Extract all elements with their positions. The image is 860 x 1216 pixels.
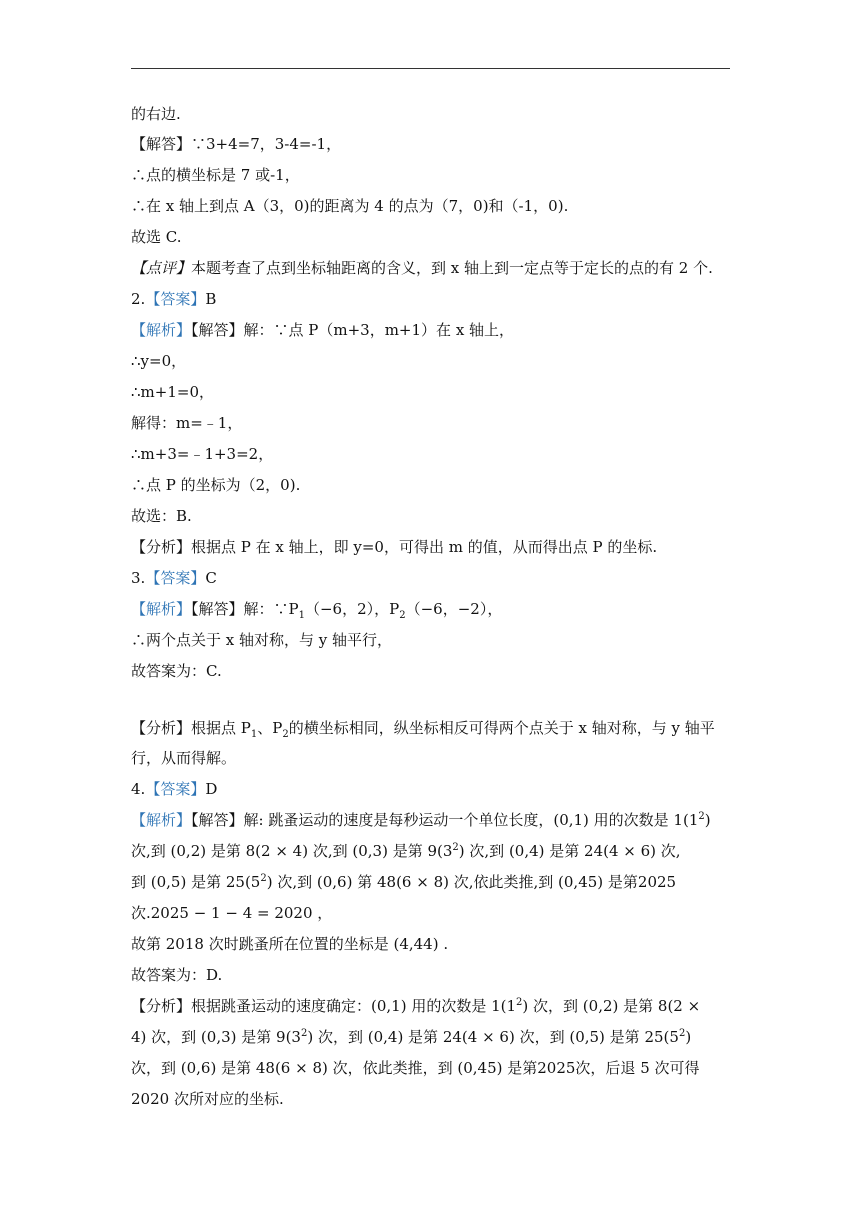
text-line: 次，到 (0,6) 是第 48(6 × 8) 次，依此类推，到 (0,45) 是第2025次，后退 5 次可得 — [131, 1059, 700, 1077]
text-line: 【分析】根据点 P 在 x 轴上，即 y=0，可得出 m 的值，从而得出点 P 的坐标. — [131, 538, 658, 556]
text-line: ∴两个点关于 x 轴对称，与 y 轴平行， — [131, 631, 393, 649]
text-line: 故答案为：C. — [131, 662, 222, 680]
text-line: 2020 次所对应的坐标. — [131, 1090, 284, 1108]
text-line: 行，从而得解。 — [131, 749, 237, 767]
text-line: ∴点的横坐标是 7 或-1， — [131, 166, 300, 184]
text-line: 4) 次，到 (0,3) 是第 $9(3^2)$ 次，到 (0,4) 是第 24(4 × 6) 次，到 (0,5) 是第 $25(5^2)$ — [131, 1028, 692, 1046]
question-4-answer: 4.【答案】D — [131, 780, 218, 798]
text-line: ∴在 x 轴上到点 A（3，0)的距离为 4 的点为（7，0)和（-1，0). — [131, 197, 569, 215]
text-line: 【解析】【解答】解：$\because P_1(-6$，2），$P_2(-6$，−2）， — [131, 600, 503, 621]
text-line: ∴m+1=0， — [131, 383, 214, 401]
text-line: 【解答】∵3+4=7，3-4=-1， — [131, 135, 342, 153]
text-line: ∴y=0， — [131, 352, 187, 370]
text-line: 【解析】【解答】解: 跳蚤运动的速度是每秒运动一个单位长度，(0,1) 用的次数是 $1(1^2)$ — [131, 811, 711, 829]
text-line: 故第 2018 次时跳蚤所在位置的坐标是 (4,44) . — [131, 935, 449, 953]
text-line: 故答案为：D. — [131, 966, 223, 984]
text-line: 次.2025 − 1 − 4 = 2020 ， — [131, 904, 333, 922]
text-line: 【分析】根据点 $P_1$、$P_2$的横坐标相同，纵坐标相反可得两个点关于 x 轴对称，与 y 轴平 — [131, 719, 715, 740]
text-line: ∴m+3=﹣1+3=2， — [131, 445, 274, 463]
text-line: 解得：m=﹣1， — [131, 414, 243, 432]
text-line: 【解析】【解答】解：∵点 P（m+3，m+1）在 x 轴上， — [131, 321, 515, 339]
text-line: 【分析】根据跳蚤运动的速度确定：(0,1) 用的次数是 $1(1^2)$ 次，到 (0,2) 是第 8(2 × — [131, 997, 701, 1015]
text-line: 的右边. — [131, 105, 181, 123]
text-line: 故选 C. — [131, 228, 182, 246]
text-line: 次,到 (0,2) 是第 8(2 × 4) 次,到 (0,3) 是第 $9(3^2)$ 次,到 (0,4) 是第 24(4 × 6) 次, — [131, 842, 681, 860]
text-line: 到 (0,5) 是第 $25(5^2)$ 次,到 (0,6) 第 48(6 × 8) 次,依此类推,到 (0,45) 是第2025 — [131, 873, 677, 891]
header-rule — [131, 68, 730, 69]
question-2-answer: 2.【答案】B — [131, 290, 217, 308]
question-3-answer: 3.【答案】C — [131, 569, 217, 587]
text-line: ∴点 P 的坐标为（2，0). — [131, 476, 301, 494]
text-line: 故选：B. — [131, 507, 192, 525]
comment-line: 【点评】本题考查了点到坐标轴距离的含义，到 x 轴上到一定点等于定长的点的有 2 个. — [131, 259, 713, 277]
